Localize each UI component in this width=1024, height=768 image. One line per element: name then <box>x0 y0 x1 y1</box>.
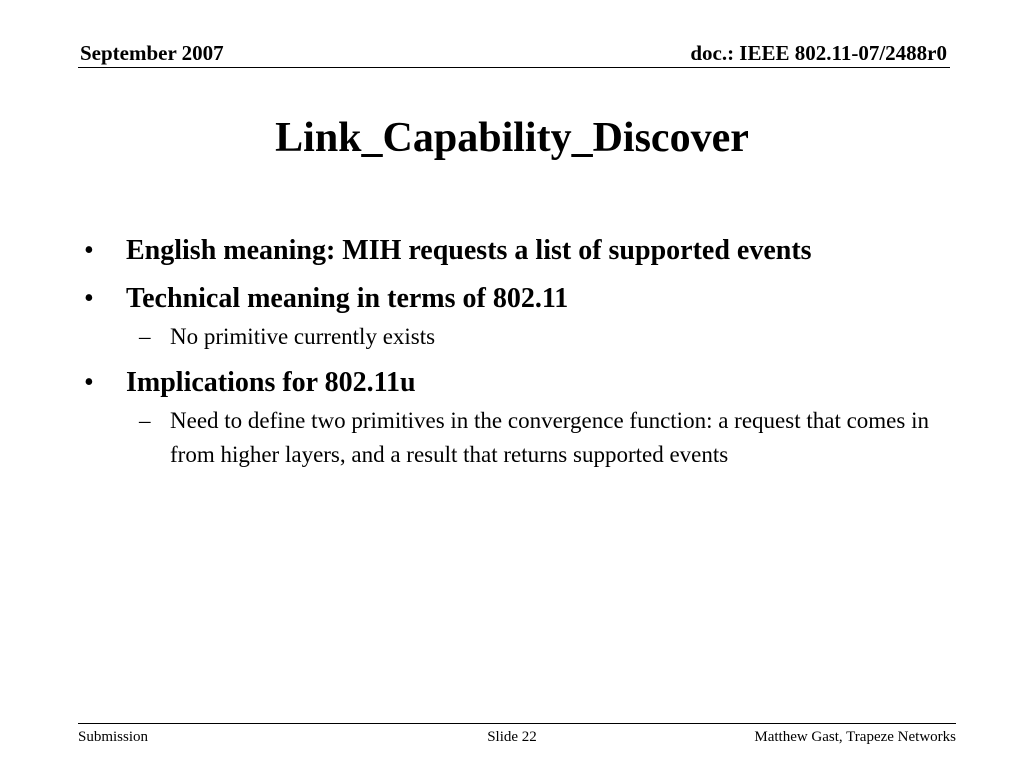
header-date: September 2007 <box>80 41 224 65</box>
footer-author: Matthew Gast, Trapeze Networks <box>754 729 956 745</box>
slide-body <box>84 230 944 480</box>
slide-title: Link_Capability_Discover <box>275 115 749 161</box>
footer-divider <box>78 723 956 724</box>
bullet-text: Implications for 802.11u <box>126 367 416 398</box>
bullet-marker: • <box>84 235 94 266</box>
bullet-english-meaning <box>84 230 944 271</box>
bullet-marker: • <box>84 367 94 398</box>
subbullet-marker: – <box>139 408 151 433</box>
bullet-text: English meaning: MIH requests a list of supported events <box>126 235 812 266</box>
header-divider <box>78 67 950 68</box>
header-doc-id: doc.: IEEE 802.11-07/2488r0 <box>690 41 947 65</box>
subbullet-marker: – <box>139 324 151 349</box>
bullet-text: Technical meaning in terms of 802.11 <box>126 283 569 314</box>
bullet-technical-meaning <box>84 278 944 319</box>
subbullet-text: No primitive currently exists <box>170 324 436 349</box>
subbullet-define-primitives <box>84 404 944 472</box>
footer-submission: Submission <box>78 729 149 745</box>
bullet-implications <box>84 362 944 403</box>
bullet-marker: • <box>84 283 94 314</box>
subbullet-text: Need to define two primitives in the convergence function: a request that comes in from higher layers, and a result that returns supported events <box>170 408 929 467</box>
subbullet-no-primitive <box>84 320 944 354</box>
footer-slide-number: Slide 22 <box>487 729 537 745</box>
